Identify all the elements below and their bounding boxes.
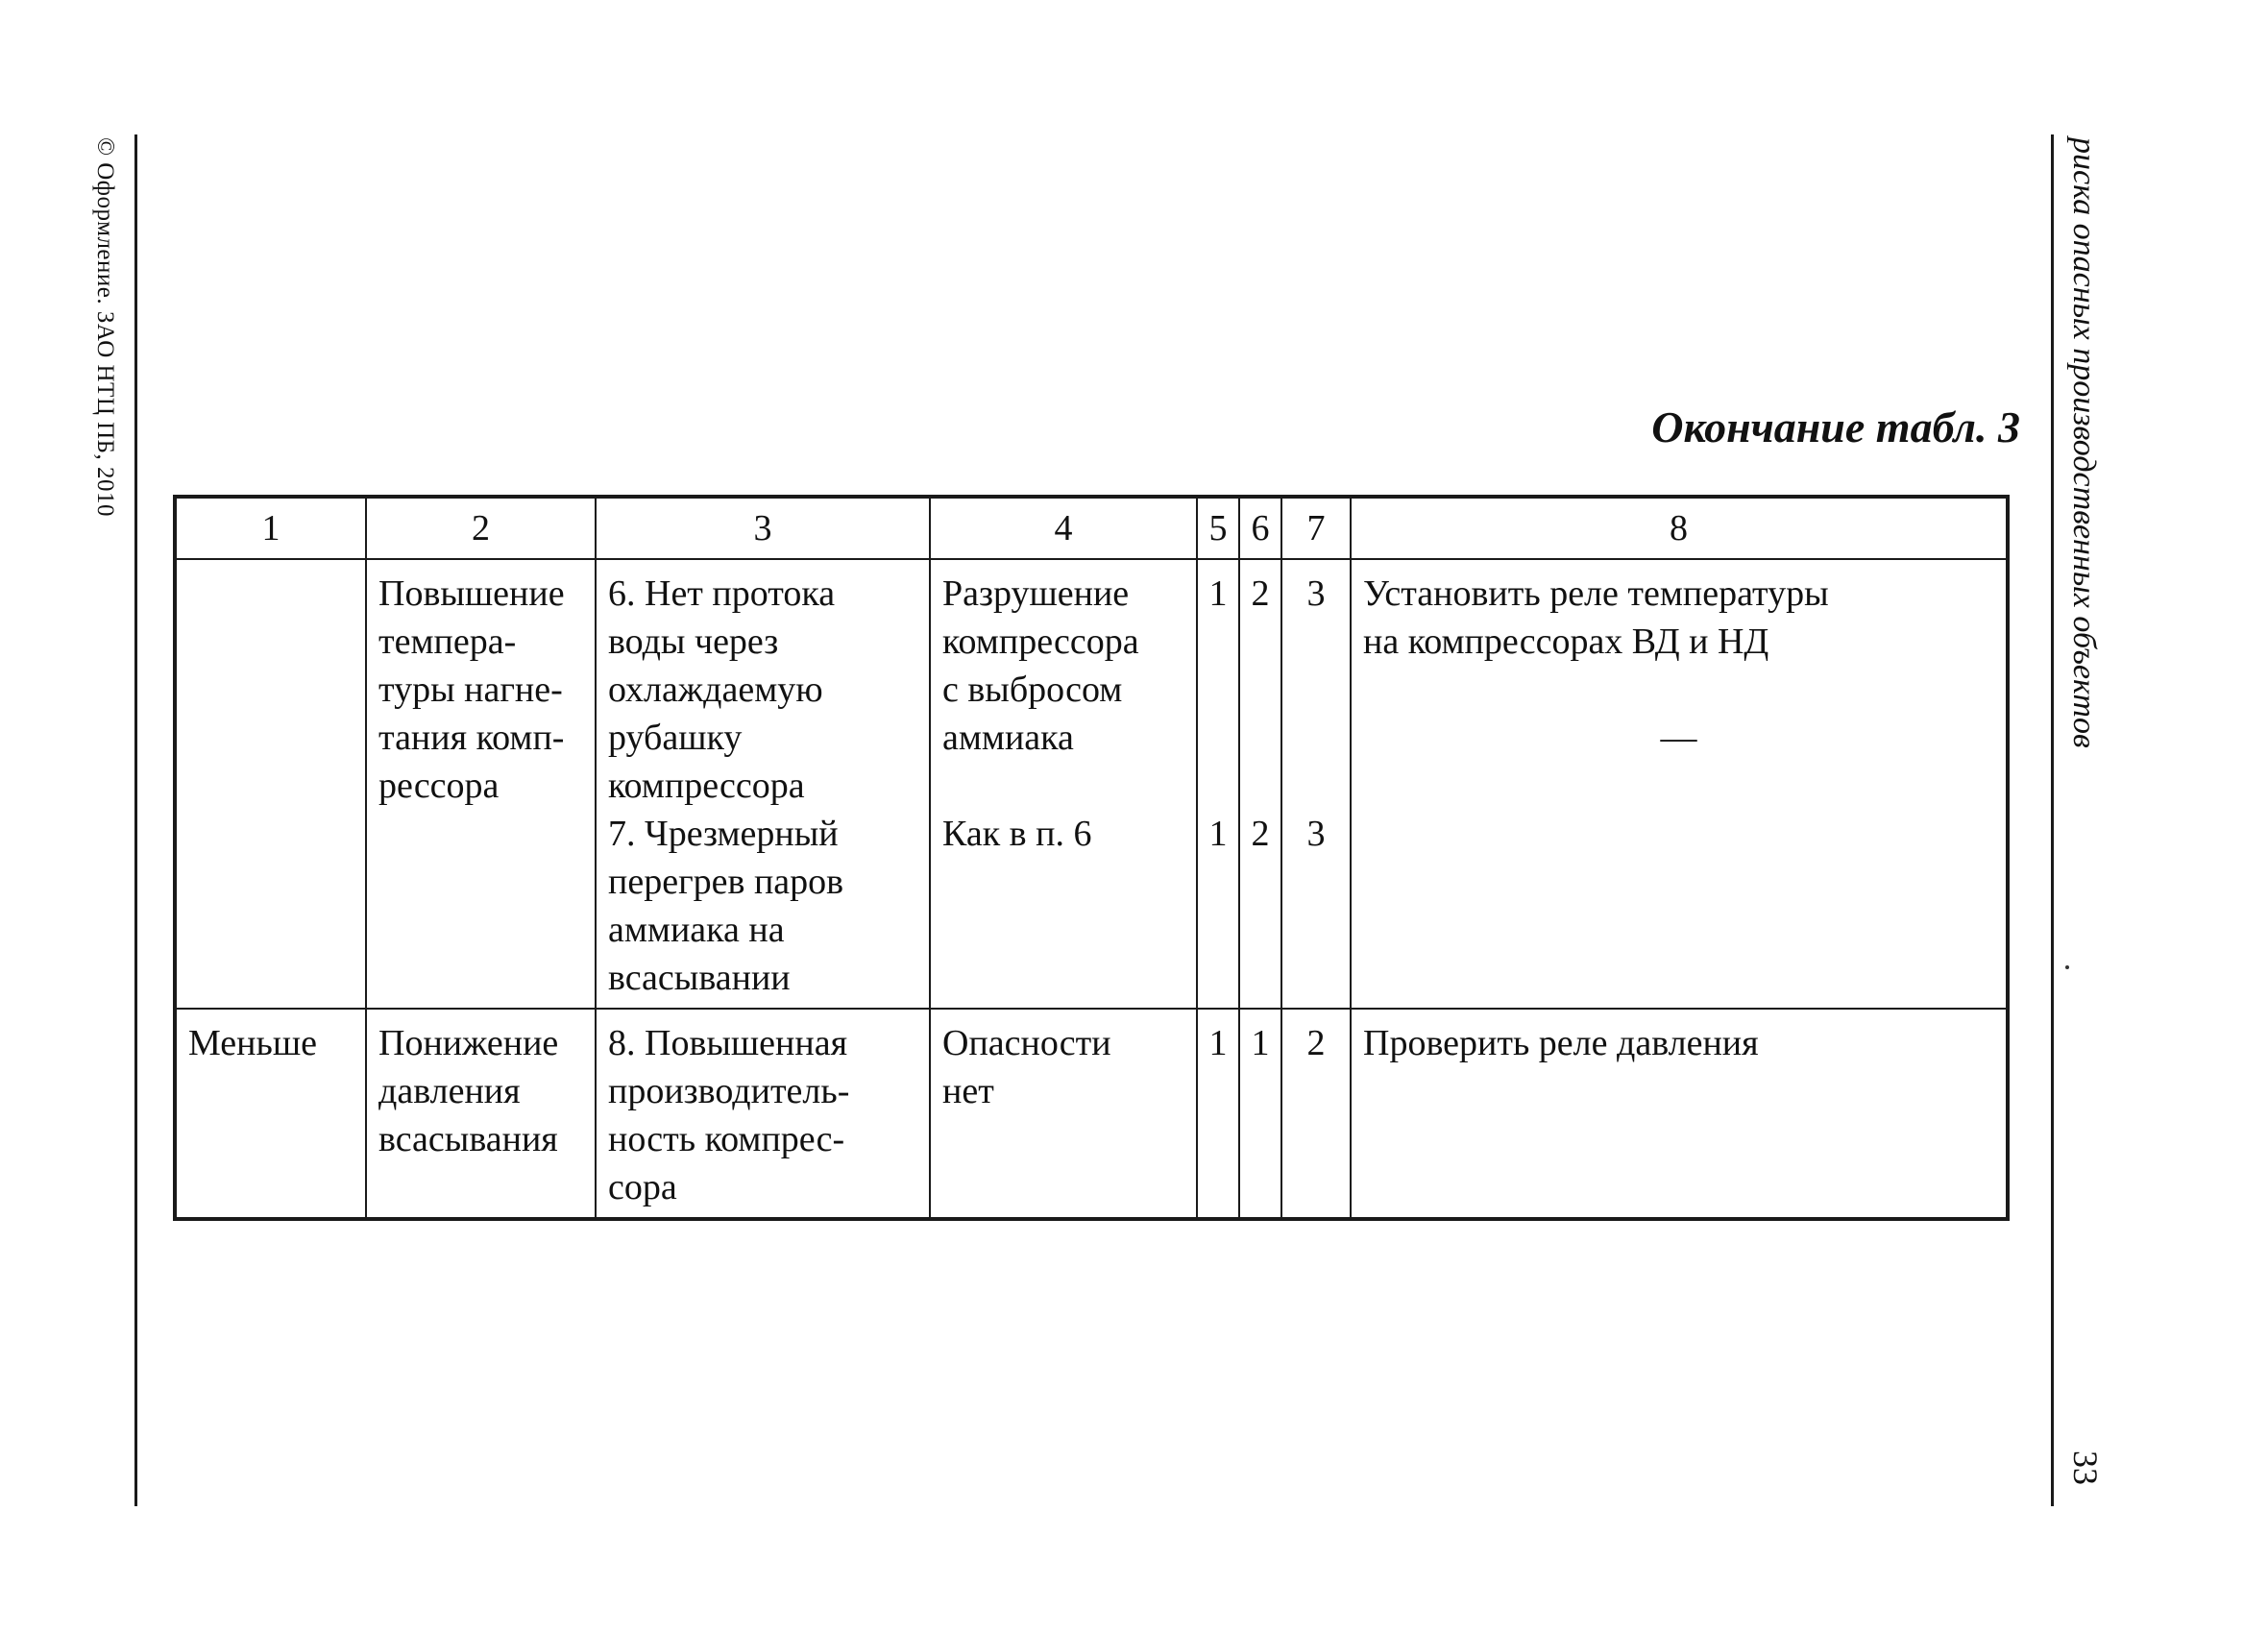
cause-cell (596, 559, 930, 1009)
cell-gap (1202, 714, 1234, 762)
cell-line: компрессора (942, 622, 1139, 662)
header-cell: 2 (366, 497, 596, 559)
measures-cell: Проверить реле давления (1351, 1009, 2008, 1219)
cell-gap (1202, 762, 1234, 810)
cell-gap (942, 762, 1184, 810)
cell-line: 7. Чрезмерный (608, 814, 839, 854)
cell-line: охлаждаемую (608, 670, 823, 710)
cell-line: производитель- (608, 1071, 850, 1111)
cell-line: перегрев паров (608, 862, 844, 902)
table-caption: Окончание табл. 3 (1651, 402, 2020, 451)
cell-line: Разрушение (942, 573, 1130, 614)
scan-speck (2065, 965, 2069, 969)
cell-line: 2 (1251, 814, 1270, 854)
cell-line: аммиака на (608, 910, 785, 950)
cell-line: 1 (1208, 573, 1228, 614)
cell-line: ность компрес- (608, 1119, 845, 1159)
cell-line: сора (608, 1167, 677, 1207)
page-number: 33 (2066, 1450, 2105, 1485)
cell-line: давления (378, 1071, 521, 1111)
cell-line: нет (942, 1071, 994, 1111)
table-header-row (175, 497, 2008, 559)
cell-line: Опасности (942, 1023, 1111, 1063)
deviation-cell: Меньше (175, 1009, 366, 1219)
header-cell: 8 (1351, 497, 2008, 559)
cell-line: туры нагне- (378, 670, 563, 710)
cell-line: рессора (378, 766, 500, 806)
cell-line: аммиака (942, 718, 1074, 758)
cell-line: тания комп- (378, 718, 565, 758)
cell-line: Понижение (378, 1023, 559, 1063)
cell-gap (1286, 762, 1346, 810)
cell-line: Как в п. 6 (942, 814, 1092, 854)
score-cell (1197, 559, 1239, 1009)
deviation-cell (175, 559, 366, 1009)
right-margin-rule (2051, 134, 2054, 1506)
cell-line: темпера- (378, 622, 517, 662)
header-cell: 7 (1281, 497, 1351, 559)
cell-line: 6. Нет протока (608, 573, 836, 614)
cell-line: 8. Повышенная (608, 1023, 848, 1063)
hazard-cell (930, 559, 1197, 1009)
left-margin-rule (134, 134, 137, 1506)
cell-line: Установить реле температуры (1363, 573, 1829, 614)
consequence-cell (366, 559, 596, 1009)
cell-line: с выбросом (942, 670, 1123, 710)
cell-gap (1244, 714, 1277, 762)
score-cell (1239, 559, 1281, 1009)
cell-line: 3 (1306, 814, 1326, 854)
header-cell: 4 (930, 497, 1197, 559)
copyright-notice: © Оформление. ЗАО НТЦ ПБ, 2010 (92, 137, 118, 518)
cell-gap (1244, 666, 1277, 714)
cell-line: всасывании (608, 958, 791, 998)
header-cell: 5 (1197, 497, 1239, 559)
cell-line: компрессора (608, 766, 805, 806)
score-cell (1281, 559, 1351, 1009)
score-cell: 2 (1281, 1009, 1351, 1219)
cell-gap (1244, 618, 1277, 666)
header-cell: 6 (1239, 497, 1281, 559)
cell-gap (1202, 666, 1234, 714)
cell-line: рубашку (608, 718, 743, 758)
risk-table (173, 495, 2010, 1221)
cause-cell (596, 1009, 930, 1219)
cell-line: 3 (1306, 573, 1326, 614)
measures-cell (1351, 559, 2008, 1009)
table-row (175, 1009, 2008, 1219)
header-cell: 3 (596, 497, 930, 559)
cell-gap (1286, 666, 1346, 714)
table-row (175, 559, 2008, 1009)
running-head: риска опасных производственных объектов (2066, 137, 2102, 748)
cell-gap (1244, 762, 1277, 810)
cell-line: всасывания (378, 1119, 558, 1159)
cell-line: на компрессорах ВД и НД (1363, 622, 1769, 662)
consequence-cell (366, 1009, 596, 1219)
cell-line: Повышение (378, 573, 565, 614)
cell-gap (1286, 618, 1346, 666)
header-cell: 1 (175, 497, 366, 559)
cell-dash: — (1660, 718, 1697, 758)
cell-gap (1286, 714, 1346, 762)
cell-gap (1202, 618, 1234, 666)
cell-line: воды через (608, 622, 779, 662)
score-cell: 1 (1197, 1009, 1239, 1219)
hazard-cell (930, 1009, 1197, 1219)
cell-line: 2 (1251, 573, 1270, 614)
cell-line: 1 (1208, 814, 1228, 854)
score-cell: 1 (1239, 1009, 1281, 1219)
